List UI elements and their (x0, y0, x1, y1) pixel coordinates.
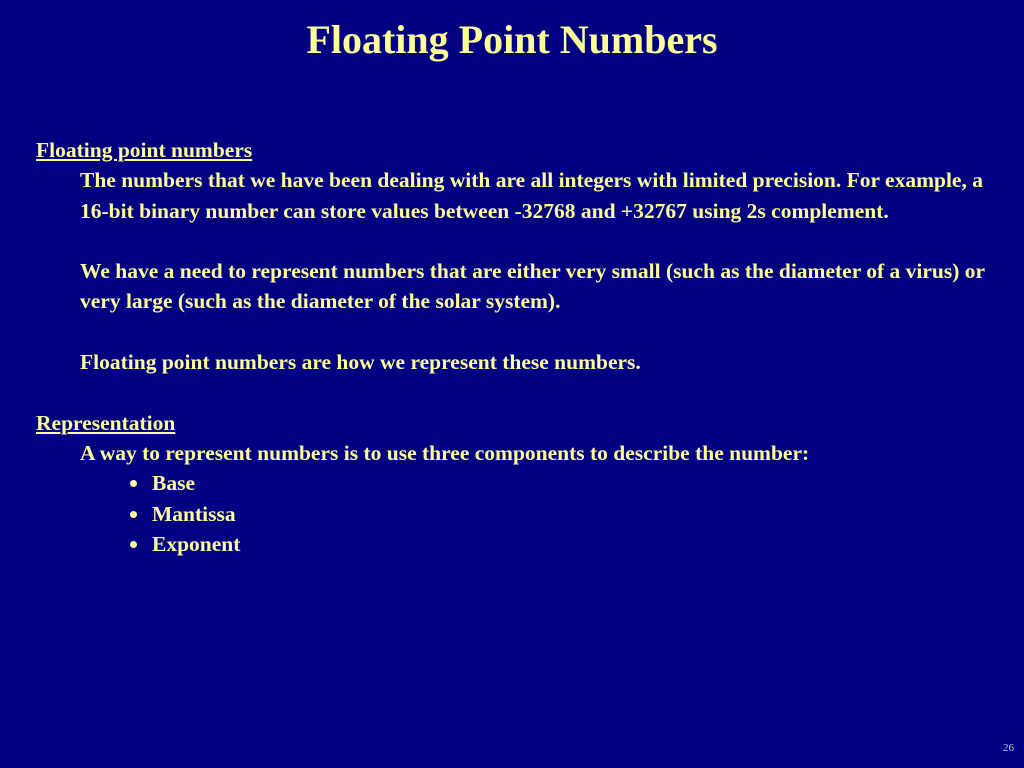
list-item (128, 499, 996, 529)
page-number: 26 (1003, 742, 1014, 754)
spacer (36, 226, 996, 256)
list-item (128, 529, 996, 559)
list-item (128, 468, 996, 498)
bullet-icon (130, 541, 137, 548)
paragraph-small-large-need: We have a need to represent numbers that are either very small (such as the diameter of a virus) or very large (such as the diameter of the solar system). (80, 259, 985, 314)
paragraph-floating-point-purpose: Floating point numbers are how we represent these numbers. (80, 350, 641, 375)
bullet-icon (130, 480, 137, 487)
paragraph-integer-precision: The numbers that we have been dealing with are all integers with limited precision. For example, a 16-bit binary number can store values between -32768 and +32767 using 2s complement. (80, 168, 983, 223)
list-item-label: Mantissa (152, 501, 236, 526)
component-list (36, 468, 996, 559)
bullet-icon (130, 511, 137, 518)
section-heading-floating-point-numbers: Floating point numbers (36, 138, 253, 162)
spacer (36, 317, 996, 347)
list-item-label: Exponent (152, 531, 241, 556)
paragraph-three-components: A way to represent numbers is to use three components to describe the number: (80, 440, 810, 465)
spacer (36, 377, 996, 407)
slide-body (36, 135, 996, 559)
list-item-label: Base (152, 471, 195, 496)
section-heading-representation: Representation (36, 410, 176, 435)
slide-title: Floating Point Numbers (306, 17, 718, 62)
